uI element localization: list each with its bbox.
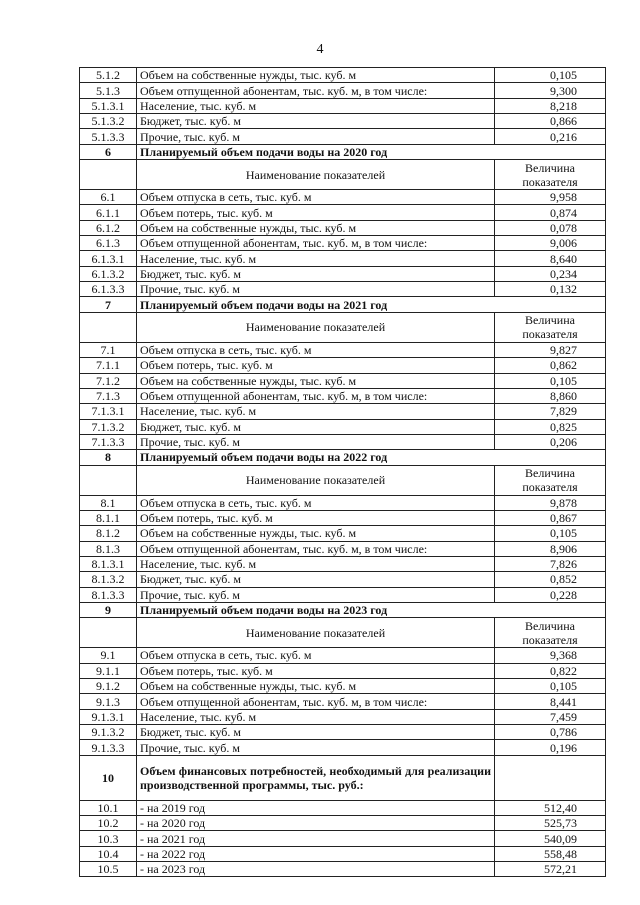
row-number: 8.1.3.3 (80, 587, 137, 602)
column-header-name: Наименование показателей (137, 160, 495, 190)
section-number: 10 (80, 755, 137, 800)
row-label: Бюджет, тыс. куб. м (137, 266, 495, 281)
row-value: 9,300 (495, 83, 606, 98)
table-row (80, 816, 606, 831)
row-number: 10.2 (80, 816, 137, 831)
section-number: 7 (80, 297, 137, 312)
row-label: Объем отпущенной абонентам, тыс. куб. м, в том числе: (137, 388, 495, 403)
table-row (80, 114, 606, 129)
row-number: 7.1.2 (80, 373, 137, 388)
row-number: 9.1.3 (80, 694, 137, 709)
row-value: 0,852 (495, 572, 606, 587)
table-row (80, 740, 606, 755)
row-value: 9,368 (495, 648, 606, 663)
row-label: Прочие, тыс. куб. м (137, 740, 495, 755)
row-label: Объем отпущенной абонентам, тыс. куб. м, в том числе: (137, 541, 495, 556)
row-value: 8,640 (495, 251, 606, 266)
column-header-row (80, 312, 606, 342)
row-value: 0,234 (495, 266, 606, 281)
row-value: 0,206 (495, 434, 606, 449)
row-number: 7.1.3.2 (80, 419, 137, 434)
row-number: 6.1.3 (80, 236, 137, 251)
row-label: - на 2021 год (137, 831, 495, 846)
row-value: 540,09 (495, 831, 606, 846)
table-row (80, 648, 606, 663)
table-row (80, 526, 606, 541)
row-value: 0,866 (495, 114, 606, 129)
row-number: 9.1.3.1 (80, 709, 137, 724)
table-row (80, 694, 606, 709)
row-value: 8,906 (495, 541, 606, 556)
table-row (80, 709, 606, 724)
row-number: 8.1.1 (80, 510, 137, 525)
finance-title: Объем финансовых потребностей, необходимый для реализации производственной программы, тыс. руб.: (137, 755, 495, 800)
column-header-value: Величина показателя (495, 312, 606, 342)
table-row (80, 342, 606, 357)
table-row (80, 236, 606, 251)
row-number: 7.1.3.3 (80, 434, 137, 449)
row-label: Бюджет, тыс. куб. м (137, 419, 495, 434)
row-label: - на 2019 год (137, 800, 495, 815)
row-value: 0,867 (495, 510, 606, 525)
row-number: 5.1.2 (80, 68, 137, 83)
table-row (80, 68, 606, 83)
row-label: Прочие, тыс. куб. м (137, 587, 495, 602)
column-header-row (80, 465, 606, 495)
section-number: 6 (80, 144, 137, 159)
row-number: 6.1.3.1 (80, 251, 137, 266)
row-value: 7,459 (495, 709, 606, 724)
table-row (80, 510, 606, 525)
row-number: 7.1 (80, 342, 137, 357)
row-number: 6.1 (80, 190, 137, 205)
table-row (80, 282, 606, 297)
row-label: Объем отпуска в сеть, тыс. куб. м (137, 495, 495, 510)
column-header-name: Наименование показателей (137, 618, 495, 648)
row-label: Население, тыс. куб. м (137, 404, 495, 419)
row-value: 0,132 (495, 282, 606, 297)
column-header-value: Величина показателя (495, 160, 606, 190)
section-title-row (80, 144, 606, 159)
row-value: 9,958 (495, 190, 606, 205)
row-number: 10.4 (80, 846, 137, 861)
row-value: 0,874 (495, 205, 606, 220)
table-row (80, 495, 606, 510)
row-label: Объем на собственные нужды, тыс. куб. м (137, 220, 495, 235)
row-value: 9,878 (495, 495, 606, 510)
section-title: Планируемый объем подачи воды на 2023 год (137, 602, 606, 617)
table-row (80, 862, 606, 877)
row-label: Объем потерь, тыс. куб. м (137, 663, 495, 678)
row-label: Прочие, тыс. куб. м (137, 434, 495, 449)
row-label: - на 2020 год (137, 816, 495, 831)
row-number: 5.1.3 (80, 83, 137, 98)
row-label: Население, тыс. куб. м (137, 556, 495, 571)
table-row (80, 831, 606, 846)
row-label: Объем отпуска в сеть, тыс. куб. м (137, 190, 495, 205)
row-label: Объем отпущенной абонентам, тыс. куб. м, в том числе: (137, 83, 495, 98)
row-number: 7.1.1 (80, 358, 137, 373)
row-number: 6.1.1 (80, 205, 137, 220)
row-label: Прочие, тыс. куб. м (137, 129, 495, 144)
row-number: 9.1.1 (80, 663, 137, 678)
row-value: 9,006 (495, 236, 606, 251)
row-value: 0,862 (495, 358, 606, 373)
row-number: 6.1.2 (80, 220, 137, 235)
table-row (80, 190, 606, 205)
row-number: 10.3 (80, 831, 137, 846)
row-value: 0,196 (495, 740, 606, 755)
finance-title-row (80, 755, 606, 800)
row-value: 558,48 (495, 846, 606, 861)
row-number: 8.1.2 (80, 526, 137, 541)
table-row (80, 129, 606, 144)
row-value: 0,786 (495, 725, 606, 740)
row-value: 7,826 (495, 556, 606, 571)
table-row (80, 404, 606, 419)
row-value: 0,228 (495, 587, 606, 602)
row-number: 8.1.3 (80, 541, 137, 556)
table-row (80, 541, 606, 556)
row-value: 0,105 (495, 68, 606, 83)
section-number: 8 (80, 450, 137, 465)
section-title: Планируемый объем подачи воды на 2021 год (137, 297, 606, 312)
row-value: 0,105 (495, 373, 606, 388)
row-number: 7.1.3.1 (80, 404, 137, 419)
row-number: 9.1.3.3 (80, 740, 137, 755)
table-row (80, 556, 606, 571)
column-header-value: Величина показателя (495, 465, 606, 495)
row-value: 8,860 (495, 388, 606, 403)
section-number: 9 (80, 602, 137, 617)
water-supply-table (79, 67, 606, 877)
row-label: Объем отпущенной абонентам, тыс. куб. м, в том числе: (137, 694, 495, 709)
row-label: - на 2022 год (137, 846, 495, 861)
row-value: 0,105 (495, 526, 606, 541)
row-value: 8,218 (495, 98, 606, 113)
row-value: 0,105 (495, 679, 606, 694)
table-row (80, 388, 606, 403)
row-number: 9.1.2 (80, 679, 137, 694)
table-row (80, 220, 606, 235)
row-label: Бюджет, тыс. куб. м (137, 572, 495, 587)
table-row (80, 434, 606, 449)
row-number: 6.1.3.3 (80, 282, 137, 297)
row-value: 8,441 (495, 694, 606, 709)
table-row (80, 83, 606, 98)
row-label: Население, тыс. куб. м (137, 98, 495, 113)
row-label: Объем потерь, тыс. куб. м (137, 205, 495, 220)
row-value: 512,40 (495, 800, 606, 815)
row-number: 8.1.3.2 (80, 572, 137, 587)
section-title: Планируемый объем подачи воды на 2020 год (137, 144, 606, 159)
row-label: - на 2023 год (137, 862, 495, 877)
row-label: Объем отпуска в сеть, тыс. куб. м (137, 648, 495, 663)
section-title: Планируемый объем подачи воды на 2022 год (137, 450, 606, 465)
table-row (80, 98, 606, 113)
row-label: Население, тыс. куб. м (137, 251, 495, 266)
column-header-value: Величина показателя (495, 618, 606, 648)
table-row (80, 251, 606, 266)
row-value: 7,829 (495, 404, 606, 419)
row-label: Объем на собственные нужды, тыс. куб. м (137, 679, 495, 694)
row-number: 10.1 (80, 800, 137, 815)
row-label: Объем на собственные нужды, тыс. куб. м (137, 68, 495, 83)
section-title-row (80, 450, 606, 465)
row-label: Население, тыс. куб. м (137, 709, 495, 724)
row-value: 0,822 (495, 663, 606, 678)
row-value: 525,73 (495, 816, 606, 831)
table-row (80, 358, 606, 373)
row-value: 0,078 (495, 220, 606, 235)
row-number: 6.1.3.2 (80, 266, 137, 281)
row-value: 572,21 (495, 862, 606, 877)
row-number: 9.1 (80, 648, 137, 663)
table-row (80, 205, 606, 220)
row-number: 5.1.3.3 (80, 129, 137, 144)
table-row (80, 846, 606, 861)
page-number: 4 (316, 42, 324, 57)
row-number: 10.5 (80, 862, 137, 877)
row-number: 7.1.3 (80, 388, 137, 403)
row-label: Объем потерь, тыс. куб. м (137, 510, 495, 525)
row-number: 9.1.3.2 (80, 725, 137, 740)
column-header-name: Наименование показателей (137, 312, 495, 342)
table-row (80, 725, 606, 740)
row-label: Объем потерь, тыс. куб. м (137, 358, 495, 373)
column-header-row (80, 618, 606, 648)
row-number: 8.1.3.1 (80, 556, 137, 571)
row-label: Объем отпуска в сеть, тыс. куб. м (137, 342, 495, 357)
table-row (80, 266, 606, 281)
row-label: Бюджет, тыс. куб. м (137, 725, 495, 740)
row-label: Объем отпущенной абонентам, тыс. куб. м, в том числе: (137, 236, 495, 251)
row-label: Бюджет, тыс. куб. м (137, 114, 495, 129)
table-row (80, 663, 606, 678)
table-row (80, 587, 606, 602)
row-value: 0,216 (495, 129, 606, 144)
section-title-row (80, 297, 606, 312)
row-number: 8.1 (80, 495, 137, 510)
row-label: Объем на собственные нужды, тыс. куб. м (137, 373, 495, 388)
table-row (80, 373, 606, 388)
row-value: 9,827 (495, 342, 606, 357)
table-row (80, 679, 606, 694)
table-row (80, 800, 606, 815)
section-title-row (80, 602, 606, 617)
column-header-name: Наименование показателей (137, 465, 495, 495)
table-row (80, 572, 606, 587)
row-number: 5.1.3.1 (80, 98, 137, 113)
row-label: Объем на собственные нужды, тыс. куб. м (137, 526, 495, 541)
row-label: Прочие, тыс. куб. м (137, 282, 495, 297)
row-value: 0,825 (495, 419, 606, 434)
table-row (80, 419, 606, 434)
row-number: 5.1.3.2 (80, 114, 137, 129)
column-header-row (80, 160, 606, 190)
